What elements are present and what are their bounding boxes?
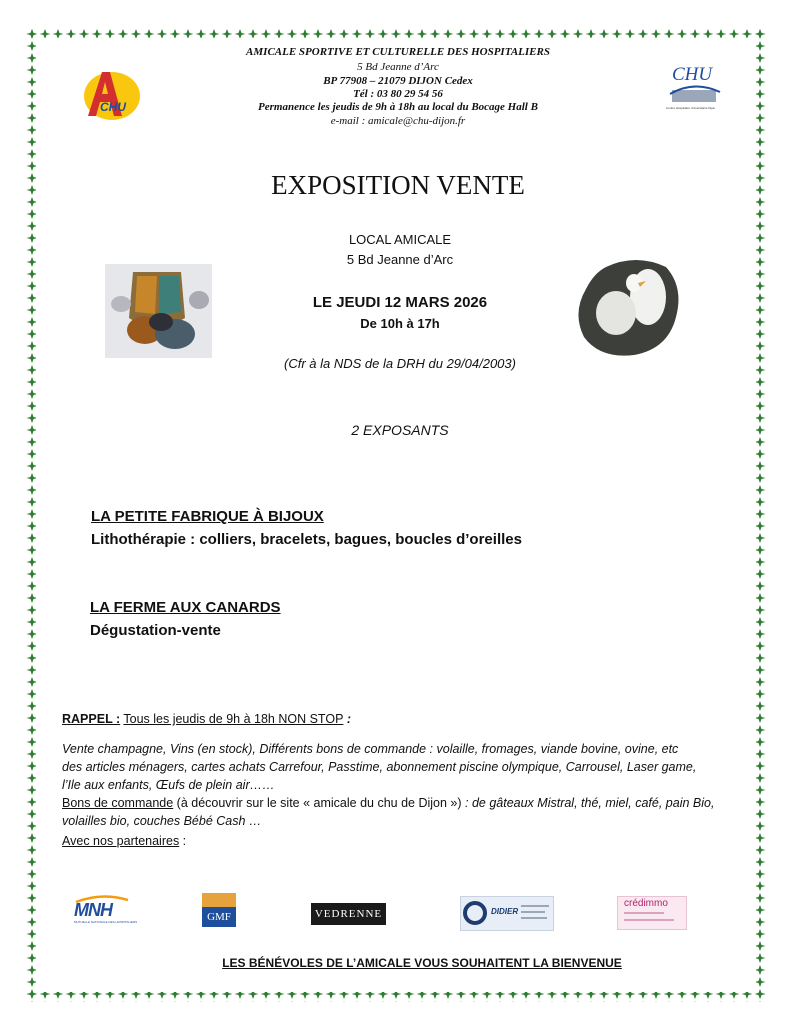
amicale-logo: [72, 66, 144, 122]
orders-line2: volailles bio, couches Bébé Cash …: [62, 814, 262, 828]
org-postal: BP 77908 – 21079 DIJON Cedex: [323, 75, 473, 87]
partner-credimmo-text: crédimmo: [624, 898, 668, 909]
chu-logo: [664, 64, 726, 112]
gemstones-image: [105, 264, 212, 358]
partner-logo-gmf: [202, 893, 236, 927]
partner-logo-mnh: [74, 894, 138, 926]
partners-label: Avec nos partenaires: [62, 834, 180, 848]
reminder-label-colon: :: [112, 712, 121, 726]
orders-items: : de gâteaux Mistral, thé, miel, café, pain Bio,: [465, 796, 715, 810]
org-hours: Permanence les jeudis de 9h à 18h au local du Bocage Hall B: [258, 101, 538, 113]
partner-mnh-text: MNH: [74, 900, 112, 920]
partner-logo-credimmo: [617, 896, 687, 930]
amicale-logo-text: CHU: [100, 100, 126, 114]
partner-mnh-caption: MUTUELLE NATIONALE DES HOSPITALIERS: [74, 920, 138, 924]
ducks-image: [576, 257, 680, 358]
footer-welcome: LES BÉNÉVOLES DE L’AMICALE VOUS SOUHAITENT LA BIENVENUE: [222, 956, 622, 970]
chu-logo-caption: Centre Hospitalier Universitaire Dijon: [666, 106, 716, 110]
org-phone: Tél : 03 80 29 54 56: [353, 88, 443, 100]
location-line1: LOCAL AMICALE: [348, 232, 452, 247]
reminder-intro: [62, 710, 762, 728]
orders-line: [62, 794, 762, 812]
reminder-intro-end: :: [343, 712, 352, 726]
chu-logo-text: CHU: [672, 64, 713, 85]
org-email: e-mail : amicale@chu-dijon.fr: [330, 115, 466, 127]
event-reference: (Cfr à la NDS de la DRH du 29/04/2003): [284, 356, 516, 371]
partner-logo-vedrenne: [311, 903, 386, 925]
org-name: AMICALE SPORTIVE ET CULTURELLE DES HOSPITALIERS: [246, 46, 550, 58]
partners-line: [62, 832, 762, 850]
reminder-line1: Vente champagne, Vins (en stock), Différents bons de commande : volaille, fromages, viande bovine, ovine, etc: [62, 742, 679, 756]
partner-vedrenne-text: VEDRENNE: [314, 908, 383, 920]
location-line2: 5 Bd Jeanne d’Arc: [346, 252, 454, 267]
reminder-intro-text: Tous les jeudis de 9h à 18h NON STOP: [123, 712, 344, 726]
event-time: De 10h à 17h: [360, 316, 440, 331]
partner-didier-text: DIDIER: [491, 907, 519, 916]
exhibitor-2-description: Dégustation-vente: [90, 622, 221, 639]
exhibitors-count: 2 EXPOSANTS: [351, 422, 449, 438]
exhibitor-1-name: LA PETITE FABRIQUE À BIJOUX: [91, 508, 324, 525]
orders-label: Bons de commande: [62, 796, 174, 810]
org-address: 5 Bd Jeanne d’Arc: [357, 61, 439, 73]
reminder-line2: des articles ménagers, cartes achats Carrefour, Passtime, abonnement piscine olympique, Carrousel, Laser game,: [62, 760, 697, 774]
event-date: LE JEUDI 12 MARS 2026: [312, 294, 488, 311]
reminder-line3: l’Ile aux enfants, Œufs de plein air……: [62, 778, 275, 792]
partners-colon: :: [179, 834, 187, 848]
exhibitor-1-description: Lithothérapie : colliers, bracelets, bagues, boucles d’oreilles: [91, 531, 522, 548]
partner-logo-didier: [460, 896, 554, 931]
partner-gmf-text: GMF: [207, 911, 231, 923]
reminder-label: RAPPEL: [62, 712, 113, 726]
orders-mid: (à découvrir sur le site « amicale du chu de Dijon »): [173, 796, 465, 810]
exhibitor-2-name: LA FERME AUX CANARDS: [90, 599, 281, 616]
event-title: EXPOSITION VENTE: [271, 170, 525, 200]
